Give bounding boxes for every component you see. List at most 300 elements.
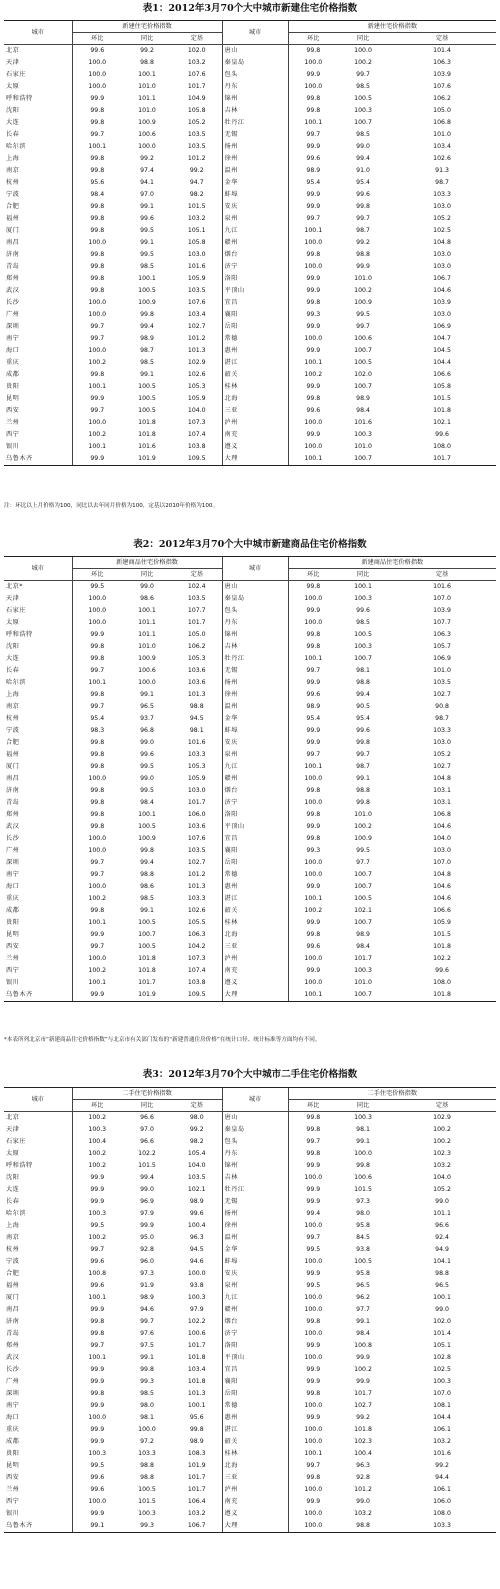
value-cell: 99.8 — [72, 225, 122, 237]
table-row — [4, 273, 496, 285]
city-cell: 湛江 — [222, 357, 288, 369]
value-cell: 102.8 — [433, 1354, 451, 1361]
value-cell: 101.6 — [187, 739, 206, 746]
value-cell: 100.2 — [72, 1232, 122, 1244]
value-cell: 105.4 — [187, 1150, 206, 1157]
value-cell: 99.2 — [356, 239, 370, 246]
value-cell: 98.1 — [140, 1414, 154, 1421]
table-row — [4, 1160, 496, 1172]
value-cell: 105.2 — [433, 751, 451, 758]
table-row — [4, 429, 496, 441]
value-cell: 100.0 — [72, 617, 122, 629]
value-cell: 99.8 — [288, 249, 338, 261]
value-cell: 99.9 — [288, 1376, 338, 1388]
value-cell: 105.8 — [433, 383, 451, 390]
value-cell: 98.8 — [140, 59, 154, 66]
value-cell: 99.8 — [72, 653, 122, 665]
value-cell: 107.3 — [187, 955, 206, 962]
column-header-city: 城市 — [4, 21, 72, 45]
value-cell: 99.9 — [288, 1160, 338, 1172]
value-cell: 101.4 — [433, 1330, 451, 1337]
value-cell: 99.1 — [140, 907, 154, 914]
value-cell: 105.9 — [187, 275, 206, 282]
value-cell: 100.1 — [187, 1402, 206, 1409]
value-cell: 99.8 — [288, 297, 338, 309]
city-cell: 丹东 — [222, 81, 288, 93]
value-cell: 102.9 — [187, 359, 206, 366]
city-cell: 包头 — [222, 605, 288, 617]
table-row — [4, 581, 496, 594]
table-row — [4, 617, 496, 629]
city-cell: 呼和浩特 — [6, 1162, 33, 1169]
city-cell: 深圳 — [6, 859, 20, 866]
value-cell: 99.8 — [72, 785, 122, 797]
value-cell: 100.0 — [72, 593, 122, 605]
city-cell: 济宁 — [222, 1328, 288, 1340]
value-cell: 101.1 — [138, 619, 156, 626]
value-cell: 100.0 — [288, 1520, 338, 1533]
value-cell: 103.9 — [433, 607, 451, 614]
city-cell: 长沙 — [6, 1366, 20, 1373]
value-cell: 100.6 — [187, 1330, 206, 1337]
table-row — [4, 141, 496, 153]
value-cell: 99.8 — [140, 311, 154, 318]
city-cell: 洛阳 — [222, 809, 288, 821]
value-cell: 101.5 — [138, 1498, 156, 1505]
table-row — [4, 81, 496, 93]
table-row — [4, 177, 496, 189]
value-cell: 97.9 — [140, 1210, 154, 1217]
value-cell: 99.9 — [288, 1196, 338, 1208]
city-cell: 西宁 — [6, 431, 20, 438]
value-cell: 103.2 — [187, 1510, 206, 1517]
value-cell: 100.5 — [354, 359, 372, 366]
value-cell: 100.5 — [138, 287, 156, 294]
value-cell: 98.7 — [435, 179, 449, 186]
value-cell: 103.2 — [433, 1438, 451, 1445]
column-header: 定基 — [172, 33, 222, 45]
value-cell: 99.8 — [288, 1148, 338, 1160]
value-cell: 100.5 — [354, 631, 372, 638]
value-cell: 98.9 — [189, 1438, 204, 1445]
value-cell: 99.5 — [288, 1244, 338, 1256]
city-cell: 太原 — [6, 1150, 20, 1157]
value-cell: 99.9 — [288, 1184, 338, 1196]
value-cell: 108.3 — [187, 1450, 206, 1457]
city-cell: 武汉 — [6, 823, 20, 830]
value-cell: 99.5 — [140, 787, 154, 794]
city-cell: 厦门 — [6, 227, 20, 234]
city-cell: 长春 — [6, 667, 20, 674]
value-cell: 107.4 — [187, 431, 206, 438]
value-cell: 98.5 — [356, 619, 370, 626]
city-cell: 扬州 — [222, 677, 288, 689]
city-cell: 泉州 — [222, 749, 288, 761]
table-row — [4, 1136, 496, 1148]
value-cell: 100.0 — [72, 605, 122, 617]
value-cell: 103.8 — [187, 443, 206, 450]
value-cell: 97.6 — [140, 1330, 154, 1337]
city-cell: 海口 — [6, 883, 20, 890]
city-cell: 湛江 — [222, 1424, 288, 1436]
value-cell: 99.9 — [72, 1508, 122, 1520]
city-cell: 济宁 — [222, 797, 288, 809]
value-cell: 103.3 — [433, 191, 451, 198]
value-cell: 98.1 — [356, 667, 370, 674]
value-cell: 99.4 — [356, 691, 370, 698]
city-cell: 锦州 — [222, 93, 288, 105]
table-row — [4, 1376, 496, 1388]
value-cell: 104.0 — [187, 1162, 206, 1169]
value-cell: 95.8 — [356, 1222, 370, 1229]
city-cell: 吉林 — [222, 641, 288, 653]
table-row — [4, 213, 496, 225]
value-cell: 99.1 — [140, 203, 154, 210]
value-cell: 99.2 — [140, 47, 154, 54]
city-cell: 广州 — [6, 847, 20, 854]
value-cell: 103.1 — [433, 787, 451, 794]
city-cell: 杭州 — [6, 715, 20, 722]
city-cell: 安庆 — [222, 737, 288, 749]
value-cell: 99.8 — [72, 117, 122, 129]
city-cell: 宁波 — [6, 191, 20, 198]
value-cell: 99.9 — [288, 1364, 338, 1376]
value-cell: 100.1 — [72, 441, 122, 453]
value-cell: 100.0 — [288, 333, 338, 345]
value-cell: 104.4 — [433, 1414, 451, 1421]
city-cell: 呼和浩特 — [6, 631, 33, 638]
table-row — [4, 821, 496, 833]
value-cell: 99.8 — [72, 1388, 122, 1400]
value-cell: 100.1 — [354, 583, 372, 590]
city-cell: 南昌 — [6, 775, 20, 782]
value-cell: 98.9 — [356, 395, 370, 402]
value-cell: 109.5 — [172, 989, 222, 1002]
value-cell: 98.6 — [140, 883, 154, 890]
city-cell: 赣州 — [222, 773, 288, 785]
city-cell: 上海 — [6, 155, 20, 162]
value-cell: 99.8 — [288, 93, 338, 105]
city-cell: 惠州 — [222, 881, 288, 893]
table-row — [4, 129, 496, 141]
value-cell: 100.0 — [72, 345, 122, 357]
table-row — [4, 941, 496, 953]
value-cell: 99.3 — [288, 845, 338, 857]
value-cell: 100.0 — [288, 857, 338, 869]
city-cell: 牡丹江 — [222, 1184, 288, 1196]
value-cell: 95.4 — [72, 713, 122, 725]
city-cell: 沈阳 — [6, 107, 20, 114]
city-cell: 牡丹江 — [222, 117, 288, 129]
value-cell: 103.3 — [388, 1520, 496, 1533]
value-cell: 100.1 — [138, 607, 156, 614]
table-row — [4, 405, 496, 417]
city-cell: 锦州 — [222, 1160, 288, 1172]
value-cell: 101.2 — [354, 1486, 372, 1493]
value-cell: 98.0 — [356, 1210, 370, 1217]
value-cell: 100.8 — [354, 1342, 372, 1349]
value-cell: 98.5 — [140, 1390, 154, 1397]
city-cell: 宜昌 — [222, 297, 288, 309]
value-cell: 109.5 — [172, 453, 222, 466]
city-cell: 乌鲁木齐 — [4, 1520, 72, 1533]
city-cell: 宁波 — [6, 727, 20, 734]
value-cell: 103.5 — [187, 143, 206, 150]
city-cell: 平顶山 — [222, 1352, 288, 1364]
value-cell: 99.1 — [72, 1520, 122, 1533]
table-row — [4, 285, 496, 297]
table-row — [4, 857, 496, 869]
value-cell: 100.0 — [288, 1400, 338, 1412]
value-cell: 99.9 — [356, 263, 370, 270]
city-cell: 襄阳 — [222, 845, 288, 857]
value-cell: 99.3 — [122, 1520, 172, 1533]
value-cell: 99.8 — [72, 1328, 122, 1340]
city-cell: 三亚 — [222, 941, 288, 953]
table-row — [4, 417, 496, 429]
value-cell: 100.0 — [138, 679, 156, 686]
city-cell: 西宁 — [6, 967, 20, 974]
column-group-header: 新建住宅价格指数 — [72, 21, 222, 33]
city-cell: 蚌埠 — [222, 725, 288, 737]
value-cell: 101.7 — [187, 1486, 206, 1493]
value-cell: 97.7 — [356, 1306, 370, 1313]
value-cell: 100.0 — [288, 1304, 338, 1316]
value-cell: 107.0 — [433, 595, 451, 602]
city-cell: 长春 — [6, 1198, 20, 1205]
city-cell: 遵义 — [222, 1508, 288, 1520]
value-cell: 107.6 — [433, 83, 451, 90]
value-cell: 99.6 — [288, 941, 338, 953]
value-cell: 99.7 — [72, 1244, 122, 1256]
value-cell: 100.7 — [354, 655, 372, 662]
city-cell: 昆明 — [6, 395, 20, 402]
city-cell: 大理 — [222, 1520, 288, 1533]
value-cell: 103.9 — [433, 299, 451, 306]
value-cell: 99.5 — [356, 311, 370, 318]
value-cell: 99.2 — [189, 1126, 204, 1133]
table-row — [4, 881, 496, 893]
value-cell: 99.6 — [288, 405, 338, 417]
value-cell: 101.6 — [187, 263, 206, 270]
value-cell: 95.6 — [72, 177, 122, 189]
value-cell: 99.9 — [356, 1378, 370, 1385]
value-cell: 100.0 — [72, 417, 122, 429]
value-cell: 99.9 — [288, 1268, 338, 1280]
value-cell: 99.8 — [288, 1112, 338, 1125]
table-row — [4, 605, 496, 617]
value-cell: 99.7 — [356, 751, 370, 758]
value-cell: 90.8 — [435, 703, 449, 710]
value-cell: 93.8 — [189, 1282, 204, 1289]
value-cell: 84.5 — [356, 1234, 370, 1241]
value-cell: 99.9 — [72, 1424, 122, 1436]
city-cell: 银川 — [6, 443, 20, 450]
city-cell: 襄阳 — [222, 1376, 288, 1388]
value-cell: 100.2 — [72, 1112, 122, 1125]
value-cell: 99.2 — [189, 167, 204, 174]
city-cell: 桂林 — [222, 381, 288, 393]
value-cell: 104.2 — [187, 943, 206, 950]
value-cell: 106.2 — [433, 95, 451, 102]
city-cell: 南充 — [222, 429, 288, 441]
value-cell: 100.4 — [354, 1450, 372, 1457]
city-cell: 泸州 — [222, 417, 288, 429]
value-cell: 106.6 — [433, 371, 451, 378]
value-cell: 108.0 — [433, 979, 451, 986]
value-cell: 102.7 — [433, 763, 451, 770]
table-row — [4, 1340, 496, 1352]
city-cell: 烟台 — [222, 785, 288, 797]
value-cell: 103.0 — [433, 251, 451, 258]
value-cell: 97.9 — [189, 1306, 204, 1313]
table-row — [4, 225, 496, 237]
table-row — [4, 1148, 496, 1160]
value-cell: 99.8 — [72, 261, 122, 273]
value-cell: 99.9 — [288, 69, 338, 81]
city-cell: 海口 — [6, 1414, 20, 1421]
city-cell: 徐州 — [222, 153, 288, 165]
value-cell: 107.6 — [187, 71, 206, 78]
value-cell: 100.5 — [138, 823, 156, 830]
table-row — [4, 797, 496, 809]
column-group-header: 二手住宅价格指数 — [72, 1088, 222, 1100]
city-cell: 沈阳 — [6, 1174, 20, 1181]
city-cell: 南充 — [222, 1496, 288, 1508]
value-cell: 102.9 — [433, 1114, 451, 1121]
value-cell: 99.9 — [72, 629, 122, 641]
value-cell: 99.9 — [72, 453, 122, 466]
value-cell: 104.6 — [433, 883, 451, 890]
value-cell: 98.9 — [140, 1294, 154, 1301]
value-cell: 100.1 — [288, 893, 338, 905]
value-cell: 101.7 — [354, 955, 372, 962]
value-cell: 101.5 — [433, 931, 451, 938]
value-cell: 100.1 — [288, 117, 338, 129]
value-cell: 103.3 — [433, 727, 451, 734]
value-cell: 106.3 — [433, 59, 451, 66]
city-cell: 吉林 — [222, 1172, 288, 1184]
city-cell: 郑州 — [6, 811, 20, 818]
city-cell: 安庆 — [222, 201, 288, 213]
value-cell: 100.7 — [338, 989, 388, 1002]
value-cell: 103.2 — [187, 59, 206, 66]
value-cell: 100.6 — [138, 131, 156, 138]
value-cell: 100.1 — [138, 275, 156, 282]
value-cell: 106.7 — [433, 275, 451, 282]
city-cell: 扬州 — [222, 141, 288, 153]
value-cell: 102.5 — [433, 227, 451, 234]
value-cell: 103.4 — [433, 143, 451, 150]
value-cell: 98.9 — [189, 1198, 204, 1205]
value-cell: 104.4 — [433, 359, 451, 366]
value-cell: 98.7 — [140, 347, 154, 354]
value-cell: 98.7 — [356, 763, 370, 770]
value-cell: 101.2 — [187, 155, 206, 162]
value-cell: 103.0 — [433, 311, 451, 318]
city-cell: 青岛 — [6, 1330, 20, 1337]
value-cell: 100.2 — [72, 1148, 122, 1160]
value-cell: 96.0 — [140, 1258, 154, 1265]
value-cell: 99.9 — [356, 1354, 370, 1361]
table-row — [4, 905, 496, 917]
table-row — [4, 1268, 496, 1280]
city-cell: 南宁 — [6, 1402, 20, 1409]
value-cell: 103.0 — [433, 203, 451, 210]
value-cell: 99.7 — [72, 701, 122, 713]
city-cell: 无锡 — [222, 129, 288, 141]
table-row — [4, 201, 496, 213]
city-cell: 贵阳 — [6, 383, 20, 390]
value-cell: 96.3 — [356, 1462, 370, 1469]
value-cell: 103.5 — [187, 131, 206, 138]
value-cell: 99.6 — [288, 153, 338, 165]
table-row — [4, 165, 496, 177]
value-cell: 99.9 — [72, 1436, 122, 1448]
value-cell: 103.0 — [433, 847, 451, 854]
city-cell: 泸州 — [222, 1484, 288, 1496]
value-cell: 100.2 — [354, 287, 372, 294]
value-cell: 100.1 — [288, 357, 338, 369]
city-cell: 遵义 — [222, 441, 288, 453]
table-row — [4, 1364, 496, 1376]
value-cell: 100.5 — [138, 407, 156, 414]
value-cell: 100.0 — [288, 1484, 338, 1496]
value-cell: 99.7 — [72, 321, 122, 333]
value-cell: 100.5 — [354, 1258, 372, 1265]
table-row — [4, 749, 496, 761]
table-row — [4, 773, 496, 785]
value-cell: 99.8 — [288, 809, 338, 821]
value-cell: 100.1 — [72, 141, 122, 153]
value-cell: 102.2 — [138, 1150, 156, 1157]
value-cell: 102.4 — [187, 583, 206, 590]
value-cell: 99.0 — [140, 739, 154, 746]
city-cell: 青岛 — [6, 263, 20, 270]
value-cell: 98.5 — [140, 263, 154, 270]
value-cell: 100.2 — [72, 965, 122, 977]
value-cell: 107.0 — [433, 1390, 451, 1397]
value-cell: 101.8 — [187, 1354, 206, 1361]
value-cell: 100.0 — [288, 441, 338, 453]
value-cell: 93.8 — [356, 1246, 370, 1253]
table-row — [4, 1208, 496, 1220]
table-row — [4, 713, 496, 725]
value-cell: 99.8 — [72, 273, 122, 285]
value-cell: 99.7 — [356, 215, 370, 222]
value-cell: 101.8 — [433, 943, 451, 950]
city-cell: 长沙 — [6, 835, 20, 842]
city-cell: 北京* — [6, 583, 23, 590]
value-cell: 99.5 — [140, 251, 154, 258]
city-cell: 海口 — [6, 347, 20, 354]
value-cell: 107.3 — [187, 419, 206, 426]
value-cell: 101.3 — [187, 347, 206, 354]
value-cell: 99.7 — [288, 1136, 338, 1148]
value-cell: 98.8 — [140, 1474, 154, 1481]
city-cell: 泉州 — [222, 1280, 288, 1292]
value-cell: 99.9 — [288, 965, 338, 977]
table-row — [4, 57, 496, 69]
value-cell: 100.7 — [354, 119, 372, 126]
table-row — [4, 93, 496, 105]
value-cell: 100.1 — [72, 917, 122, 929]
table-row — [4, 237, 496, 249]
city-cell: 北海 — [222, 929, 288, 941]
value-cell: 101.8 — [138, 419, 156, 426]
city-cell: 宜昌 — [222, 1364, 288, 1376]
city-cell: 济南 — [6, 1318, 20, 1325]
